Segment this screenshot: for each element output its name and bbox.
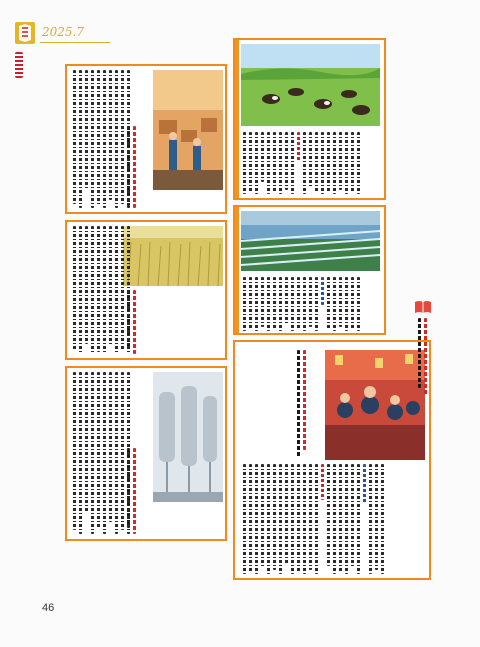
market-caption-text [297, 350, 306, 460]
grassland-cattle-photo [241, 44, 380, 126]
section-title-text [418, 318, 427, 398]
card-greenhouse [233, 205, 386, 335]
card-accent-bar [235, 207, 239, 333]
card-dairy [65, 366, 227, 541]
grassland-body-text [243, 132, 360, 196]
wheat-body-text [73, 226, 130, 356]
greenhouse-body-text [243, 277, 360, 333]
magazine-title-script [15, 52, 23, 78]
wheat-field-photo [123, 226, 223, 286]
issue-label: 2025.7 [42, 25, 84, 39]
book-icon [414, 300, 432, 314]
market-body-text [243, 464, 384, 576]
dairy-factory-photo [153, 372, 223, 502]
page-number: 46 [42, 602, 55, 614]
magazine-logo-icon [14, 20, 36, 46]
dairy-body-text [73, 372, 130, 536]
card-market [233, 340, 431, 580]
header-divider [40, 42, 110, 43]
people-market-photo [325, 350, 425, 460]
card-wheat [65, 220, 227, 360]
logistics-body-text [73, 70, 130, 210]
card-accent-bar [235, 40, 239, 198]
warehouse-workers-photo [153, 70, 223, 190]
card-grassland [233, 38, 386, 200]
card-logistics [65, 64, 227, 214]
greenhouse-field-photo [241, 211, 380, 271]
